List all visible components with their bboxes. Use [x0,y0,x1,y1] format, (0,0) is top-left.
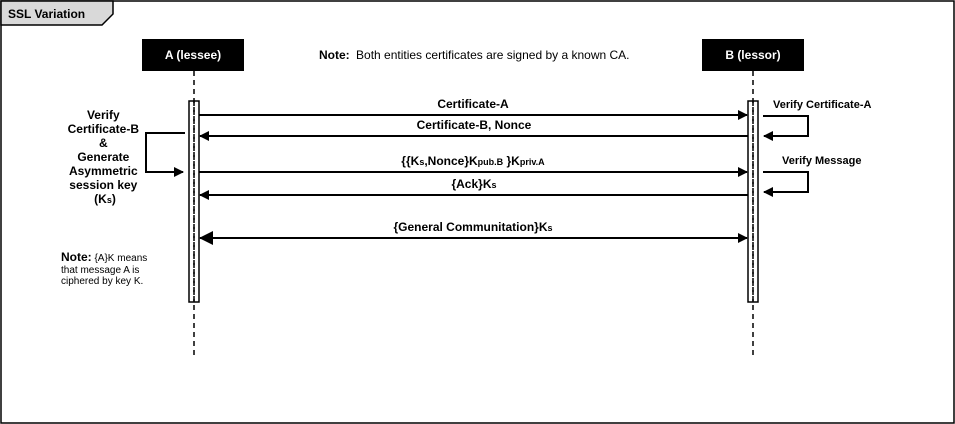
self-message-arrow-verify-message[interactable] [763,172,808,192]
key-notation-note-line2: that message A is [61,264,140,276]
message-label-certificate-b-nonce: Certificate-B, Nonce [416,118,532,132]
message-label-encrypted-session-key: {{Ks,Nonce}Kpub.B }Kpriv.A [401,154,545,168]
self-note-verify-certificate-a: Verify Certificate-A [773,99,872,111]
self-note-verify-message: Verify Message [782,155,862,167]
key-notation-note-line3: ciphered by key K. [61,276,144,287]
self-message-arrow-verify-certificate-a[interactable] [763,116,808,136]
message-label-certificate-a: Certificate-A [437,97,509,111]
key-notation-note [61,252,171,288]
arrowhead-general-communication-left [199,231,213,245]
self-note-left: Verify Certificate-B & Generate Asymmetric session key (Ks) [67,108,140,206]
participant-b-label: B (lessor) [725,48,781,62]
top-note-text: Both entities certificates are signed by a known CA. [356,48,630,62]
key-notation-note-line1: {A}K means [94,253,148,264]
top-note-prefix: Note: [319,48,350,62]
participant-a-label: A (lessee) [164,48,222,62]
key-notation-note-prefix: Note: [61,250,92,264]
top-note [319,48,630,62]
self-message-arrow-a[interactable] [146,133,185,172]
frame-title: SSL Variation [8,7,86,21]
message-label-general-communication: {General Communitation}Ks [393,220,553,234]
message-label-ack: {Ack}Ks [451,177,497,191]
